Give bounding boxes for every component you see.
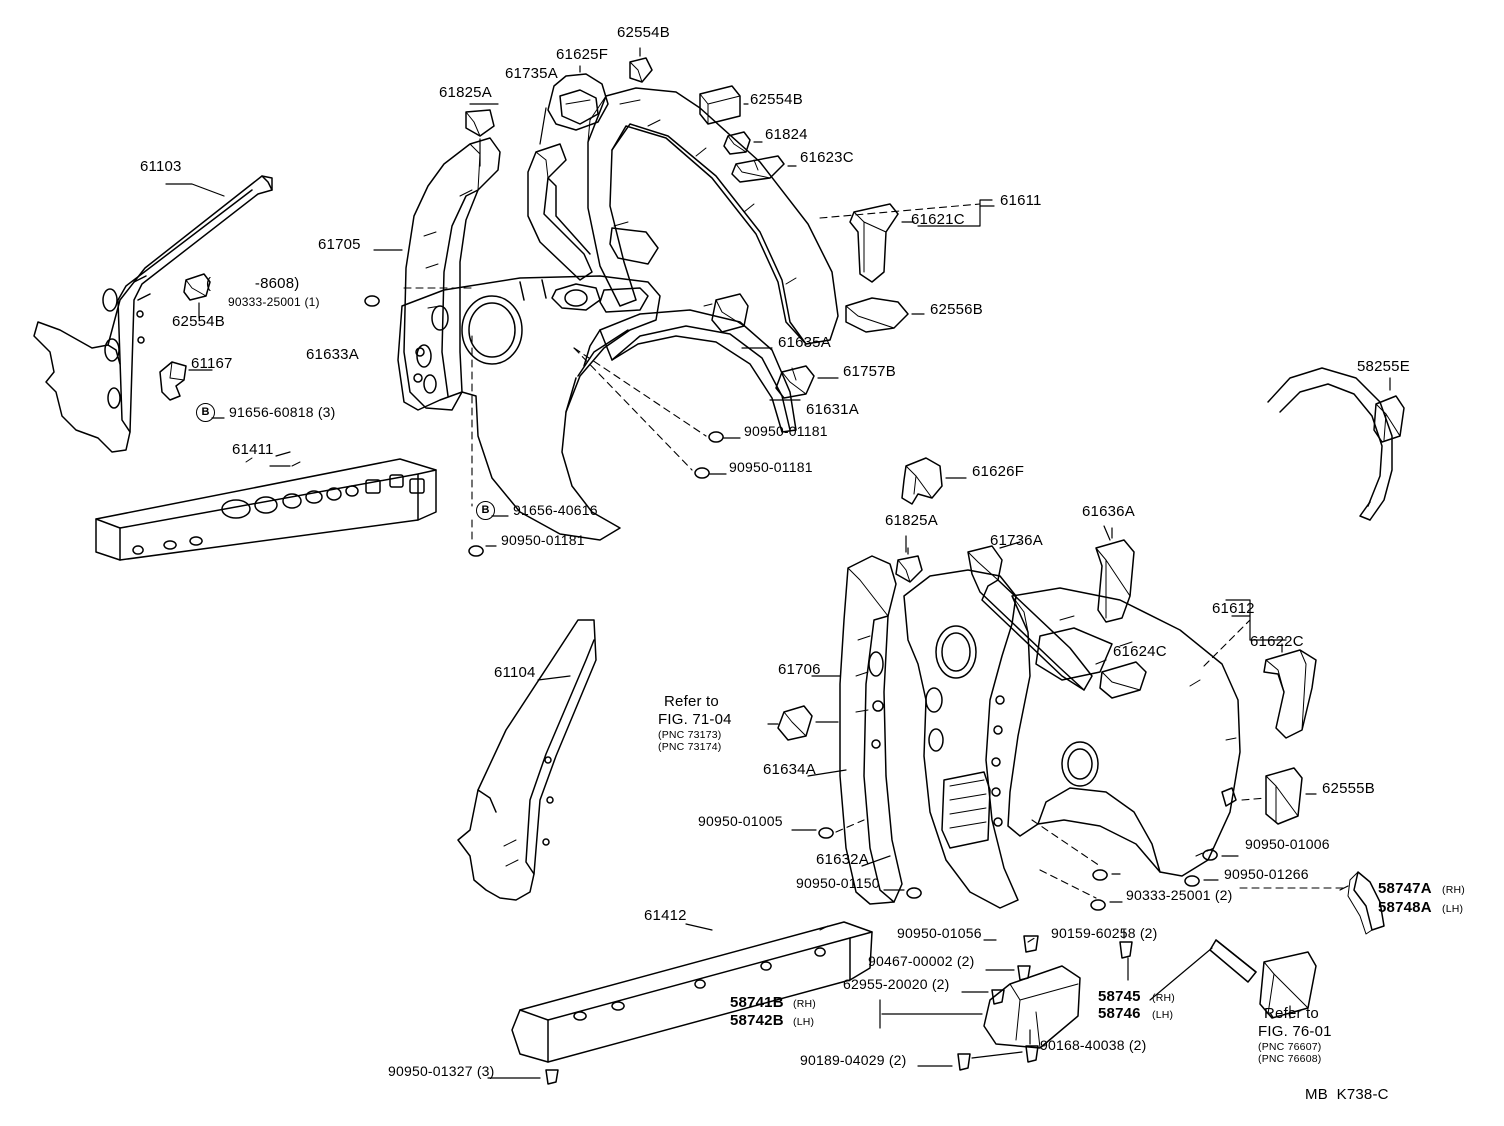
label-90950-01006: 90950-01006	[1245, 836, 1330, 852]
label-61622c: 61622C	[1250, 633, 1304, 650]
label-58746: 58746	[1098, 1005, 1141, 1022]
label-62554b-left: 62554B	[172, 313, 225, 330]
label-58747a-rh: (RH)	[1442, 884, 1465, 896]
label-58745-rh: (RH)	[1152, 992, 1175, 1004]
label-91656-40616: 91656-40616	[513, 502, 598, 518]
label-58742b: 58742B	[730, 1012, 784, 1029]
label-62554b-right: 62554B	[750, 91, 803, 108]
label-58741b-rh: (RH)	[793, 998, 816, 1010]
bubble-b-2: B	[476, 501, 495, 520]
label-62955-20020: 62955-20020 (2)	[843, 976, 950, 992]
label-62556b: 62556B	[930, 301, 983, 318]
label-62555b: 62555B	[1322, 780, 1375, 797]
label-61625f: 61625F	[556, 46, 609, 63]
label-91656-60818: 91656-60818 (3)	[229, 404, 336, 420]
label-61632a: 61632A	[816, 851, 869, 868]
label-90189-04029: 90189-04029 (2)	[800, 1052, 907, 1068]
label-90950-01266: 90950-01266	[1224, 866, 1309, 882]
label-58748a: 58748A	[1378, 899, 1432, 916]
label-pnc-73173: (PNC 73173)	[658, 729, 722, 741]
label-58742b-lh: (LH)	[793, 1016, 815, 1028]
label-refer-fig-71-04-line2: FIG. 71-04	[658, 711, 732, 728]
label-61103: 61103	[140, 158, 182, 175]
label-58745: 58745	[1098, 988, 1141, 1005]
label-58255e: 58255E	[1357, 358, 1410, 375]
label-58746-lh: (LH)	[1152, 1009, 1174, 1021]
label-61825a-upper: 61825A	[439, 84, 492, 101]
label-pnc-76608: (PNC 76608)	[1258, 1053, 1322, 1065]
label-62554b-top: 62554B	[617, 24, 670, 41]
label-61636a: 61636A	[1082, 503, 1135, 520]
label-61623c: 61623C	[800, 149, 854, 166]
label-90333-25001-2: 90333-25001 (2)	[1126, 887, 1233, 903]
label-refer-fig-71-04-line1: Refer to	[664, 693, 719, 710]
label-pnc-73174: (PNC 73174)	[658, 741, 722, 753]
label-58748a-lh: (LH)	[1442, 903, 1464, 915]
label-61412: 61412	[644, 907, 687, 924]
label-61736a: 61736A	[990, 532, 1043, 549]
label-61611: 61611	[1000, 192, 1042, 209]
label-90950-01181-c: 90950-01181	[501, 532, 585, 548]
label-61634a: 61634A	[763, 761, 816, 778]
label-90950-01327: 90950-01327 (3)	[388, 1063, 495, 1079]
label-61824: 61824	[765, 126, 808, 143]
label-61735a: 61735A	[505, 65, 558, 82]
label-61631a: 61631A	[806, 401, 859, 418]
label-90950-01150: 90950-01150	[796, 875, 880, 891]
label-61624c: 61624C	[1113, 643, 1167, 660]
label-61633a: 61633A	[306, 346, 359, 363]
label-61705: 61705	[318, 236, 361, 253]
label-90168-40038: 90168-40038 (2)	[1040, 1037, 1147, 1053]
label-61757b: 61757B	[843, 363, 896, 380]
label-date-range: ( -8608)	[206, 275, 300, 292]
label-61104: 61104	[494, 664, 536, 681]
label-90950-01005: 90950-01005	[698, 813, 783, 829]
label-90467-00002: 90467-00002 (2)	[868, 953, 975, 969]
label-61167: 61167	[191, 355, 233, 372]
label-90950-01181-b: 90950-01181	[729, 459, 813, 475]
label-refer-fig-76-01-line1: Refer to	[1264, 1005, 1319, 1022]
label-61621c: 61621C	[911, 211, 965, 228]
label-pnc-76607: (PNC 76607)	[1258, 1041, 1322, 1053]
label-61612: 61612	[1212, 600, 1255, 617]
label-58741b: 58741B	[730, 994, 784, 1011]
label-61411: 61411	[232, 441, 274, 458]
label-58747a: 58747A	[1378, 880, 1432, 897]
label-90159-60258: 90159-60258 (2)	[1051, 925, 1158, 941]
label-61626f: 61626F	[972, 463, 1025, 480]
label-figure-code: MB K738-C	[1305, 1086, 1389, 1103]
label-61706: 61706	[778, 661, 821, 678]
label-90950-01056: 90950-01056	[897, 925, 982, 941]
bubble-b-1: B	[196, 403, 215, 422]
label-90333-25001-1: 90333-25001 (1)	[228, 295, 320, 309]
label-61825a-lower: 61825A	[885, 512, 938, 529]
label-refer-fig-76-01-line2: FIG. 76-01	[1258, 1023, 1332, 1040]
label-90950-01181-a: 90950-01181	[744, 423, 828, 439]
label-61635a: 61635A	[778, 334, 831, 351]
